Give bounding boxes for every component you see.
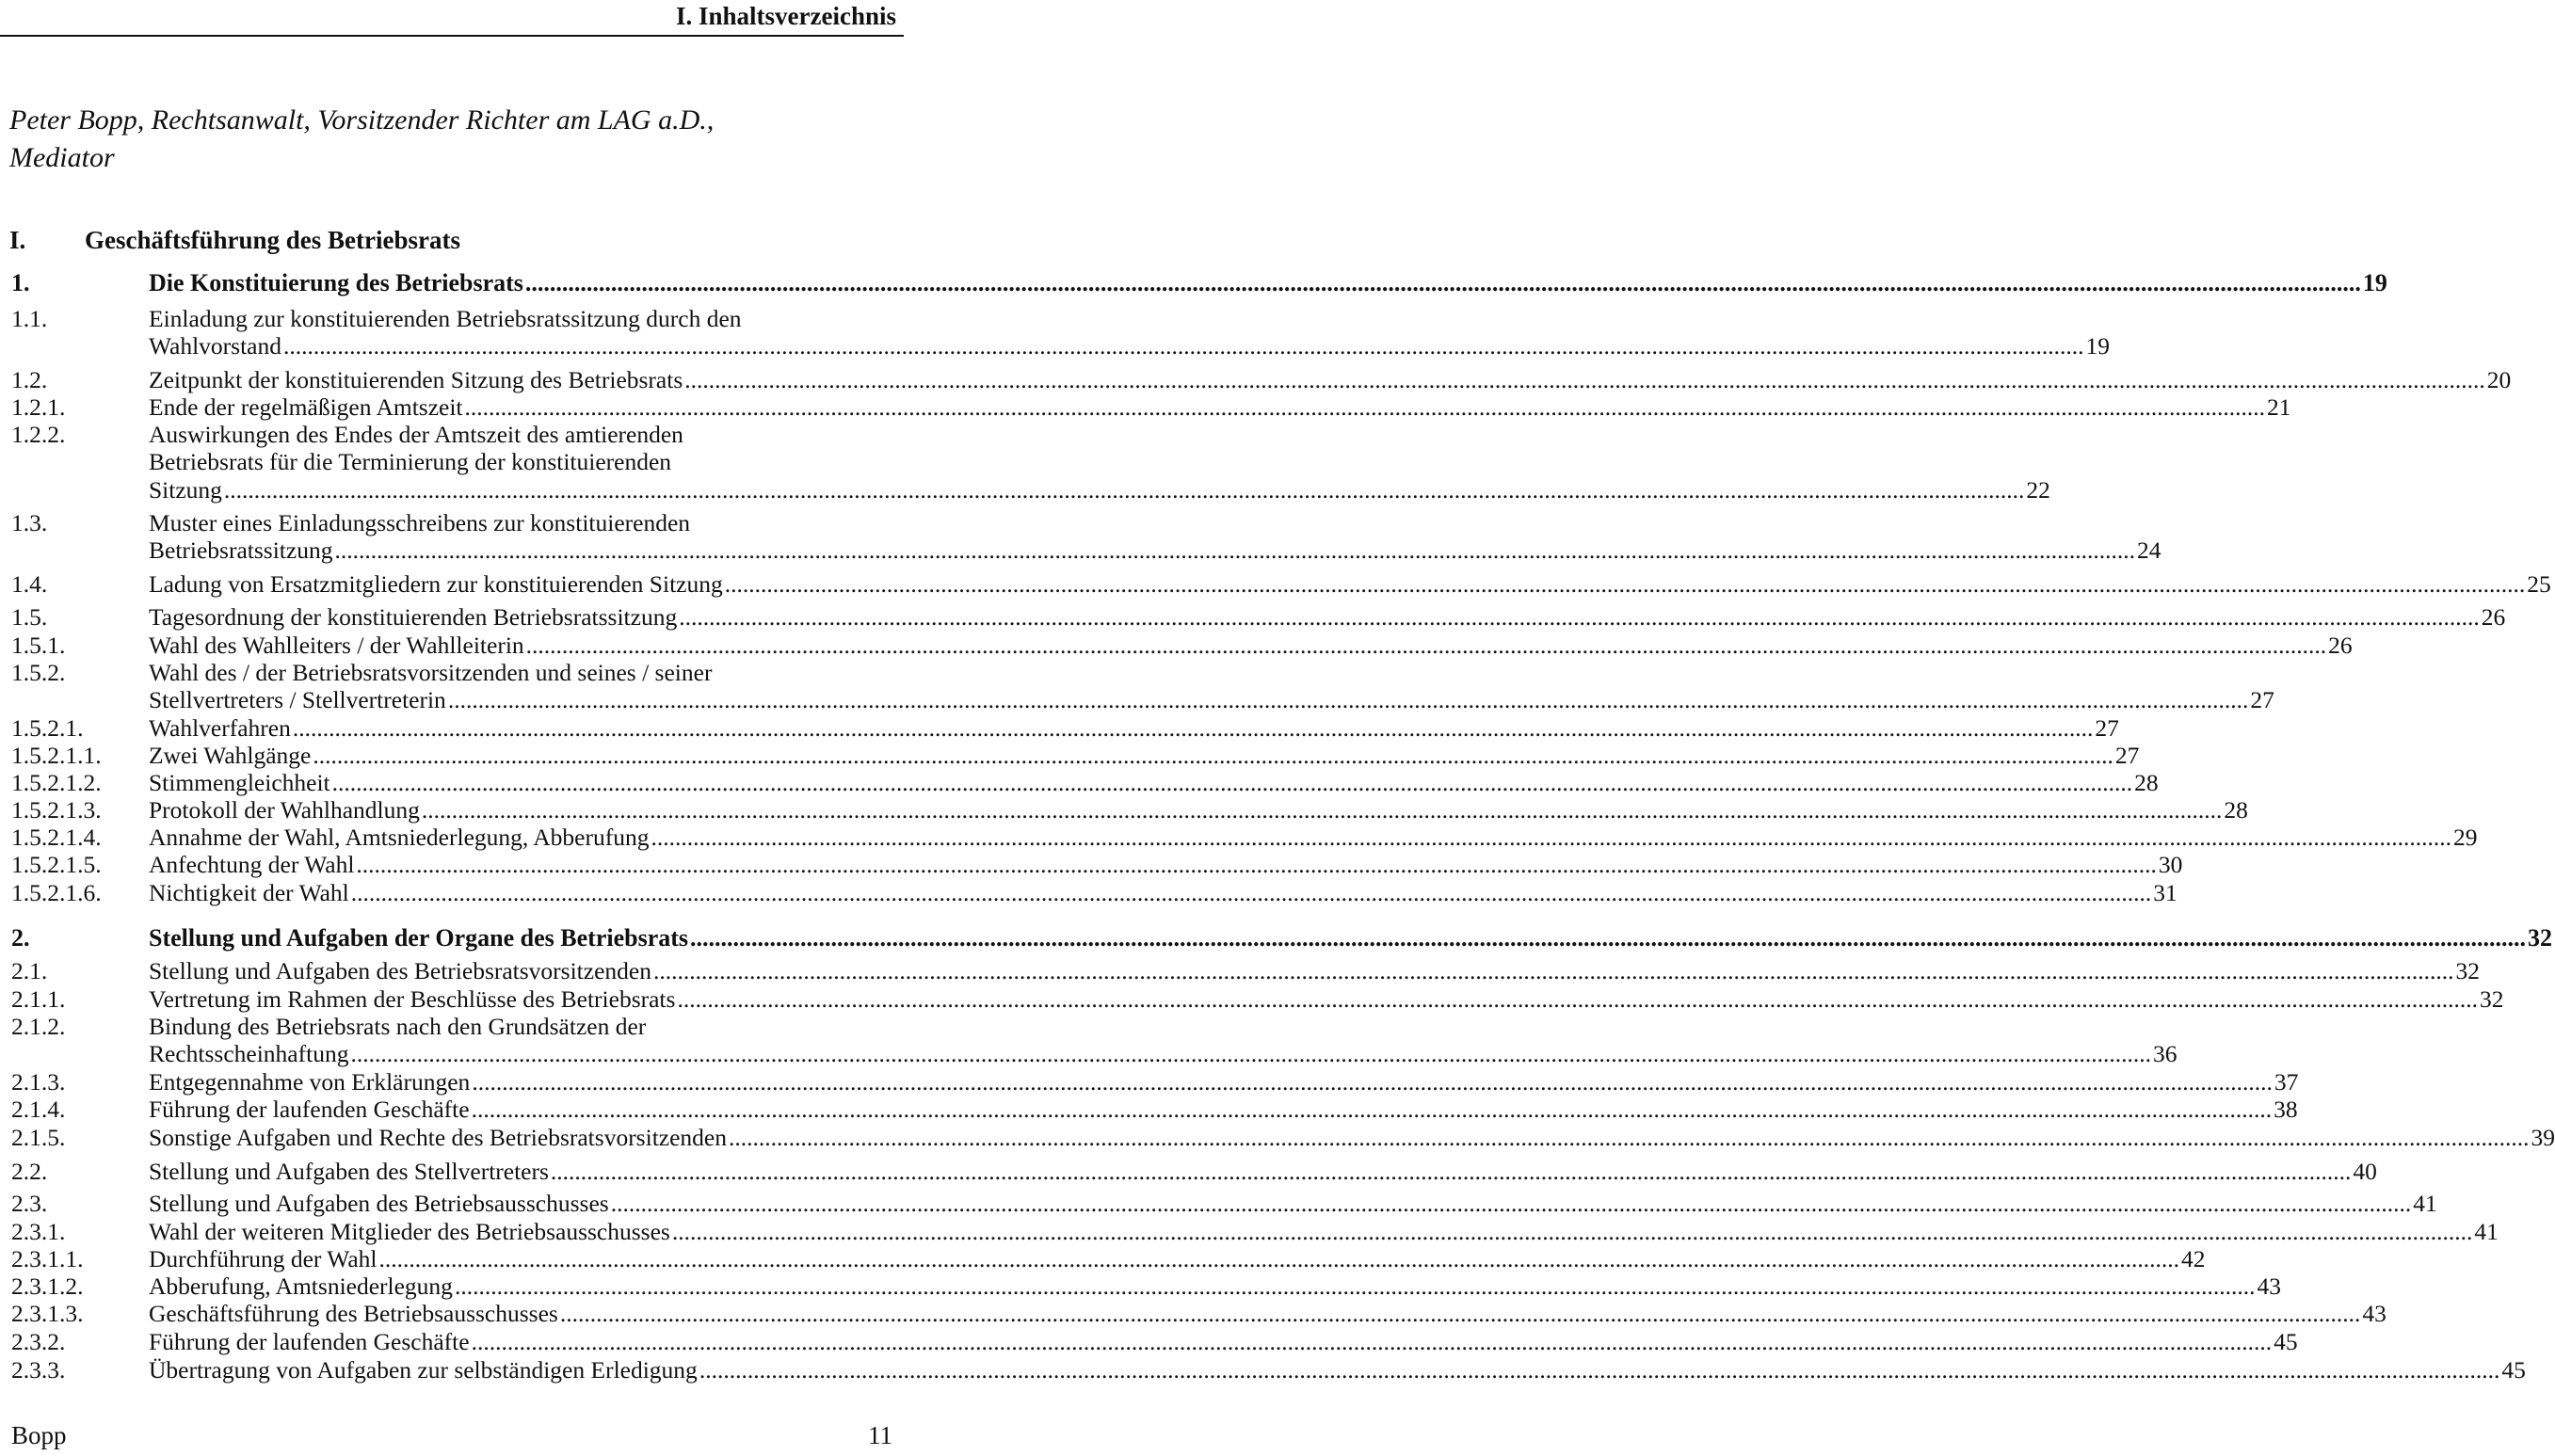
dot-leader: ............................................................................................................................................................................................................................................................................................................ — [652, 957, 2454, 984]
toc-entry-page: 32 — [2455, 957, 2480, 984]
toc-entry — [11, 1190, 2437, 1217]
toc-entry-page: 36 — [2152, 1040, 2177, 1068]
toc-entry — [11, 957, 2480, 984]
toc-entry-number: 1.5.2.1.6. — [11, 879, 102, 906]
dot-leader: ............................................................................................................................................................................................................................................................................................................ — [350, 879, 2152, 906]
dot-leader: ............................................................................................................................................................................................................................................................................................................ — [679, 603, 2480, 631]
toc-entry-number: 2. — [11, 924, 30, 952]
dot-leader: ............................................................................................................................................................................................................................................................................................................ — [677, 985, 2478, 1013]
toc-entry — [11, 1245, 2206, 1272]
toc-entry — [11, 1328, 2298, 1355]
toc-entry-page: 27 — [2095, 714, 2119, 742]
toc-entry-page: 19 — [2362, 269, 2387, 296]
toc-entry-title: Zwei Wahlgänge — [149, 742, 312, 769]
toc-entry-page: 45 — [2501, 1356, 2526, 1384]
toc-entry-number: 2.1.3. — [11, 1068, 66, 1096]
toc-entry-number: 1.4. — [11, 570, 48, 598]
toc-entry-number: 1.5. — [11, 603, 48, 631]
toc-entry-title: Stellung und Aufgaben des Stellvertreters — [149, 1158, 549, 1185]
toc-entry-page: 27 — [2114, 742, 2140, 769]
toc-entry-title: Die Konstituierung des Betriebsrats — [149, 269, 523, 296]
toc-entry-title: Zeitpunkt der konstituierenden Sitzung des Betriebsrats — [149, 366, 683, 393]
toc-entry-title: Anfechtung der Wahl — [149, 851, 355, 878]
toc-entry — [11, 769, 2159, 796]
toc-entry-page: 27 — [2250, 686, 2274, 714]
toc-entry-number: 1.5.2.1.4. — [11, 824, 102, 851]
toc-entry — [11, 796, 2248, 824]
toc-entry-page: 25 — [2527, 570, 2551, 598]
dot-leader: ............................................................................................................................................................................................................................................................................................................ — [524, 269, 2361, 296]
toc-entry-title: Rechtsscheinhaftung — [149, 1040, 349, 1068]
toc-entry-title: Ladung von Ersatzmitgliedern zur konstituierenden Sitzung — [149, 570, 723, 598]
dot-leader: ............................................................................................................................................................................................................................................................................................................ — [471, 1328, 2273, 1355]
toc-entry-title: Stimmengleichheit — [149, 769, 330, 796]
dot-leader: ............................................................................................................................................................................................................................................................................................................ — [610, 1190, 2412, 1217]
dot-leader: ............................................................................................................................................................................................................................................................................................................ — [651, 824, 2451, 851]
dot-leader: ............................................................................................................................................................................................................................................................................................................ — [684, 366, 2485, 393]
toc-entry-number: 2.3.1.2. — [11, 1272, 84, 1300]
toc-entry-title: Abberufung, Amtsniederlegung — [149, 1272, 453, 1300]
toc-entry-title: Durchführung der Wahl — [149, 1245, 378, 1272]
toc-entry-number: 1.2.2. — [11, 421, 66, 448]
toc-entry-title: Betriebsrats für die Terminierung der konstituierenden — [149, 448, 672, 476]
toc-entry-number: 2.1.5. — [11, 1124, 66, 1151]
toc-entry-page: 28 — [2224, 796, 2248, 824]
toc-entry-title: Nichtigkeit der Wahl — [149, 879, 349, 906]
toc-entry-number: 1.5.2.1. — [11, 714, 84, 742]
toc-entry-number: 1.5.2.1.1. — [11, 742, 102, 769]
toc-entry-page: 31 — [2153, 879, 2177, 906]
toc-entry-page: 30 — [2158, 851, 2183, 878]
dot-leader: ............................................................................................................................................................................................................................................................................................................ — [378, 1245, 2179, 1272]
toc-entry-title: Wahl der weiteren Mitglieder des Betriebsausschusses — [149, 1218, 670, 1245]
toc-entry-number: 2.3.1.3. — [11, 1300, 84, 1327]
toc-entry — [11, 659, 2274, 714]
toc-entry — [11, 924, 2553, 952]
toc-entry-title: Annahme der Wahl, Amtsniederlegung, Abberufung — [149, 824, 650, 851]
dot-leader: ............................................................................................................................................................................................................................................................................................................ — [223, 475, 2025, 504]
dot-leader: ............................................................................................................................................................................................................................................................................................................ — [671, 1218, 2473, 1245]
toc-entry — [11, 509, 2161, 565]
dot-leader: ............................................................................................................................................................................................................................................................................................................ — [525, 632, 2327, 659]
author-line — [9, 102, 714, 177]
toc-entry — [11, 1356, 2526, 1384]
toc-entry-title: Führung der laufenden Geschäfte — [149, 1328, 470, 1355]
toc-entry-number: 1.5.2. — [11, 659, 66, 686]
toc-entry-number: 2.1.4. — [11, 1096, 66, 1123]
dot-leader: ............................................................................................................................................................................................................................................................................................................ — [292, 714, 2094, 742]
toc-entry-title: Wahlvorstand — [149, 332, 281, 360]
toc-entry-page: 43 — [2257, 1272, 2281, 1300]
toc-entry-number: 1.5.2.1.5. — [11, 851, 102, 878]
toc-entry — [11, 714, 2119, 742]
toc-entry-number: 2.3.2. — [11, 1328, 66, 1355]
dot-leader: ............................................................................................................................................................................................................................................................................................................ — [728, 1124, 2530, 1151]
toc-entry — [11, 603, 2506, 631]
toc-entry — [11, 1218, 2499, 1245]
toc-entry-page: 21 — [2267, 393, 2291, 421]
toc-entry-number: 2.3.3. — [11, 1356, 66, 1384]
toc-entry-page: 37 — [2274, 1068, 2299, 1096]
chapter-title: Geschäftsführung des Betriebsrats — [85, 226, 460, 254]
toc-entry-page: 26 — [2481, 603, 2506, 631]
toc-entry-number: 2.2. — [11, 1158, 48, 1185]
toc-entry-number: 1.5.1. — [11, 632, 66, 659]
toc-entry-title: Stellung und Aufgaben des Betriebsratsvorsitzenden — [149, 957, 651, 984]
dot-leader: ............................................................................................................................................................................................................................................................................................................ — [356, 851, 2157, 878]
dot-leader: ............................................................................................................................................................................................................................................................................................................ — [331, 769, 2133, 796]
dot-leader: ............................................................................................................................................................................................................................................................................................................ — [283, 332, 2084, 360]
author-line-2: Mediator — [9, 142, 115, 173]
toc-entry-title: Auswirkungen des Endes der Amtszeit des amtierenden — [149, 421, 683, 448]
toc-entry-title: Übertragung von Aufgaben zur selbständigen Erledigung — [149, 1356, 698, 1384]
dot-leader: ............................................................................................................................................................................................................................................................................................................ — [471, 1096, 2273, 1123]
toc-entry-page: 38 — [2274, 1096, 2298, 1123]
toc-entry — [11, 269, 2387, 296]
toc-entry-title: Sitzung — [149, 475, 222, 504]
toc-entry-page: 19 — [2085, 332, 2110, 360]
toc-entry-title: Bindung des Betriebsrats nach den Grundsätzen der — [149, 1013, 647, 1040]
toc-entry-title: Führung der laufenden Geschäfte — [149, 1096, 470, 1123]
running-header: I. Inhaltsverzeichnis — [675, 2, 896, 30]
toc-entry-number: 1.2.1. — [11, 393, 66, 421]
dot-leader: ............................................................................................................................................................................................................................................................................................................ — [421, 796, 2223, 824]
toc-entry-number: 2.1.2. — [11, 1013, 66, 1040]
toc-entry-page: 32 — [2479, 985, 2504, 1013]
toc-entry-page: 40 — [2353, 1158, 2377, 1185]
toc-entry-number: 1. — [11, 269, 30, 296]
toc-entry-title: Ende der regelmäßigen Amtszeit — [149, 393, 463, 421]
chapter-number: I. — [9, 226, 26, 254]
dot-leader: ............................................................................................................................................................................................................................................................................................................ — [472, 1068, 2273, 1096]
toc-entry-title: Wahl des / der Betriebsratsvorsitzenden und seines / seiner — [149, 659, 713, 686]
toc-entry — [11, 393, 2291, 421]
toc-entry-number: 2.1.1. — [11, 985, 66, 1013]
toc-entry — [11, 742, 2140, 769]
toc-entry-title: Einladung zur konstituierenden Betriebsratssitzung durch den — [149, 305, 742, 332]
toc-entry — [11, 1124, 2555, 1151]
dot-leader: ............................................................................................................................................................................................................................................................................................................ — [454, 1272, 2256, 1300]
toc-entry-number: 2.3.1.1. — [11, 1245, 84, 1272]
page-number: 11 — [868, 1421, 892, 1449]
toc-entry — [11, 1272, 2281, 1300]
toc-entry-page: 22 — [2026, 475, 2050, 504]
toc-entry — [11, 1013, 2177, 1068]
toc-entry-title: Wahlverfahren — [149, 714, 291, 742]
toc-entry-page: 45 — [2274, 1328, 2298, 1355]
dot-leader: ............................................................................................................................................................................................................................................................................................................ — [559, 1300, 2361, 1327]
toc-entry — [11, 421, 2050, 504]
toc-entry — [11, 366, 2512, 393]
toc-entry-title: Stellvertreters / Stellvertreterin — [149, 686, 446, 714]
dot-leader: ............................................................................................................................................................................................................................................................................................................ — [690, 924, 2527, 952]
toc-entry-page: 41 — [2474, 1218, 2499, 1245]
toc-entry-number: 2.1. — [11, 957, 48, 984]
toc-entry — [11, 1096, 2298, 1123]
toc-entry-number: 1.1. — [11, 305, 48, 332]
toc-entry-page: 29 — [2452, 824, 2478, 851]
dot-leader: ............................................................................................................................................................................................................................................................................................................ — [724, 570, 2526, 598]
toc-entry-page: 32 — [2528, 924, 2553, 952]
dot-leader: ............................................................................................................................................................................................................................................................................................................ — [464, 393, 2266, 421]
author-line-1: Peter Bopp, Rechtsanwalt, Vorsitzender Richter am LAG a.D., — [9, 104, 715, 136]
toc-entry-number: 1.5.2.1.2. — [11, 769, 102, 796]
toc-entry-page: 26 — [2328, 632, 2353, 659]
toc-entry — [11, 632, 2353, 659]
toc-entry — [11, 305, 2110, 360]
toc-entry-page: 39 — [2531, 1124, 2555, 1151]
dot-leader: ............................................................................................................................................................................................................................................................................................................ — [350, 1040, 2151, 1068]
toc-entry-title: Stellung und Aufgaben des Betriebsausschusses — [149, 1190, 609, 1217]
toc-entry-page: 20 — [2486, 366, 2512, 393]
toc-entry-number: 1.5.2.1.3. — [11, 796, 102, 824]
toc-entry-page: 42 — [2181, 1245, 2206, 1272]
toc-entry-title: Muster eines Einladungsschreibens zur konstituierenden — [149, 509, 691, 536]
toc-entry-page: 28 — [2134, 769, 2159, 796]
dot-leader: ............................................................................................................................................................................................................................................................................................................ — [334, 536, 2135, 565]
toc-entry — [11, 1068, 2299, 1096]
toc-entry-title: Entgegennahme von Erklärungen — [149, 1068, 471, 1096]
toc-entry — [11, 1300, 2386, 1327]
toc-entry-title: Betriebsratssitzung — [149, 536, 333, 565]
toc-entry-number: 2.3. — [11, 1190, 48, 1217]
toc-entry-title: Protokoll der Wahlhandlung — [149, 796, 420, 824]
toc-entry-title: Geschäftsführung des Betriebsausschusses — [149, 1300, 558, 1327]
toc-entry-page: 41 — [2413, 1190, 2437, 1217]
toc-entry-title: Wahl des Wahlleiters / der Wahlleiterin — [149, 632, 524, 659]
footer-author: Bopp — [11, 1421, 67, 1449]
toc-entry — [11, 851, 2183, 878]
toc-entry — [11, 1158, 2377, 1185]
toc-entry-title: Tagesordnung der konstituierenden Betriebsratssitzung — [149, 603, 678, 631]
dot-leader: ............................................................................................................................................................................................................................................................................................................ — [550, 1158, 2352, 1185]
toc-entry — [11, 570, 2551, 598]
toc-entry-page: 43 — [2362, 1300, 2386, 1327]
toc-entry-number: 1.3. — [11, 509, 48, 536]
toc-entry — [11, 824, 2478, 851]
dot-leader: ............................................................................................................................................................................................................................................................................................................ — [313, 742, 2113, 769]
toc-entry-title: Stellung und Aufgaben der Organe des Betriebsrats — [149, 924, 689, 952]
toc-entry-title: Vertretung im Rahmen der Beschlüsse des Betriebsrats — [149, 985, 676, 1013]
toc-entry-number: 2.3.1. — [11, 1218, 66, 1245]
dot-leader: ............................................................................................................................................................................................................................................................................................................ — [699, 1356, 2500, 1384]
dot-leader: ............................................................................................................................................................................................................................................................................................................ — [447, 686, 2249, 714]
header-rule — [0, 35, 904, 37]
toc-entry-page: 24 — [2136, 536, 2161, 565]
toc-entry-number: 1.2. — [11, 366, 48, 393]
toc-entry-title: Sonstige Aufgaben und Rechte des Betriebsratsvorsitzenden — [149, 1124, 727, 1151]
toc-entry — [11, 985, 2504, 1013]
toc-entry — [11, 879, 2177, 906]
